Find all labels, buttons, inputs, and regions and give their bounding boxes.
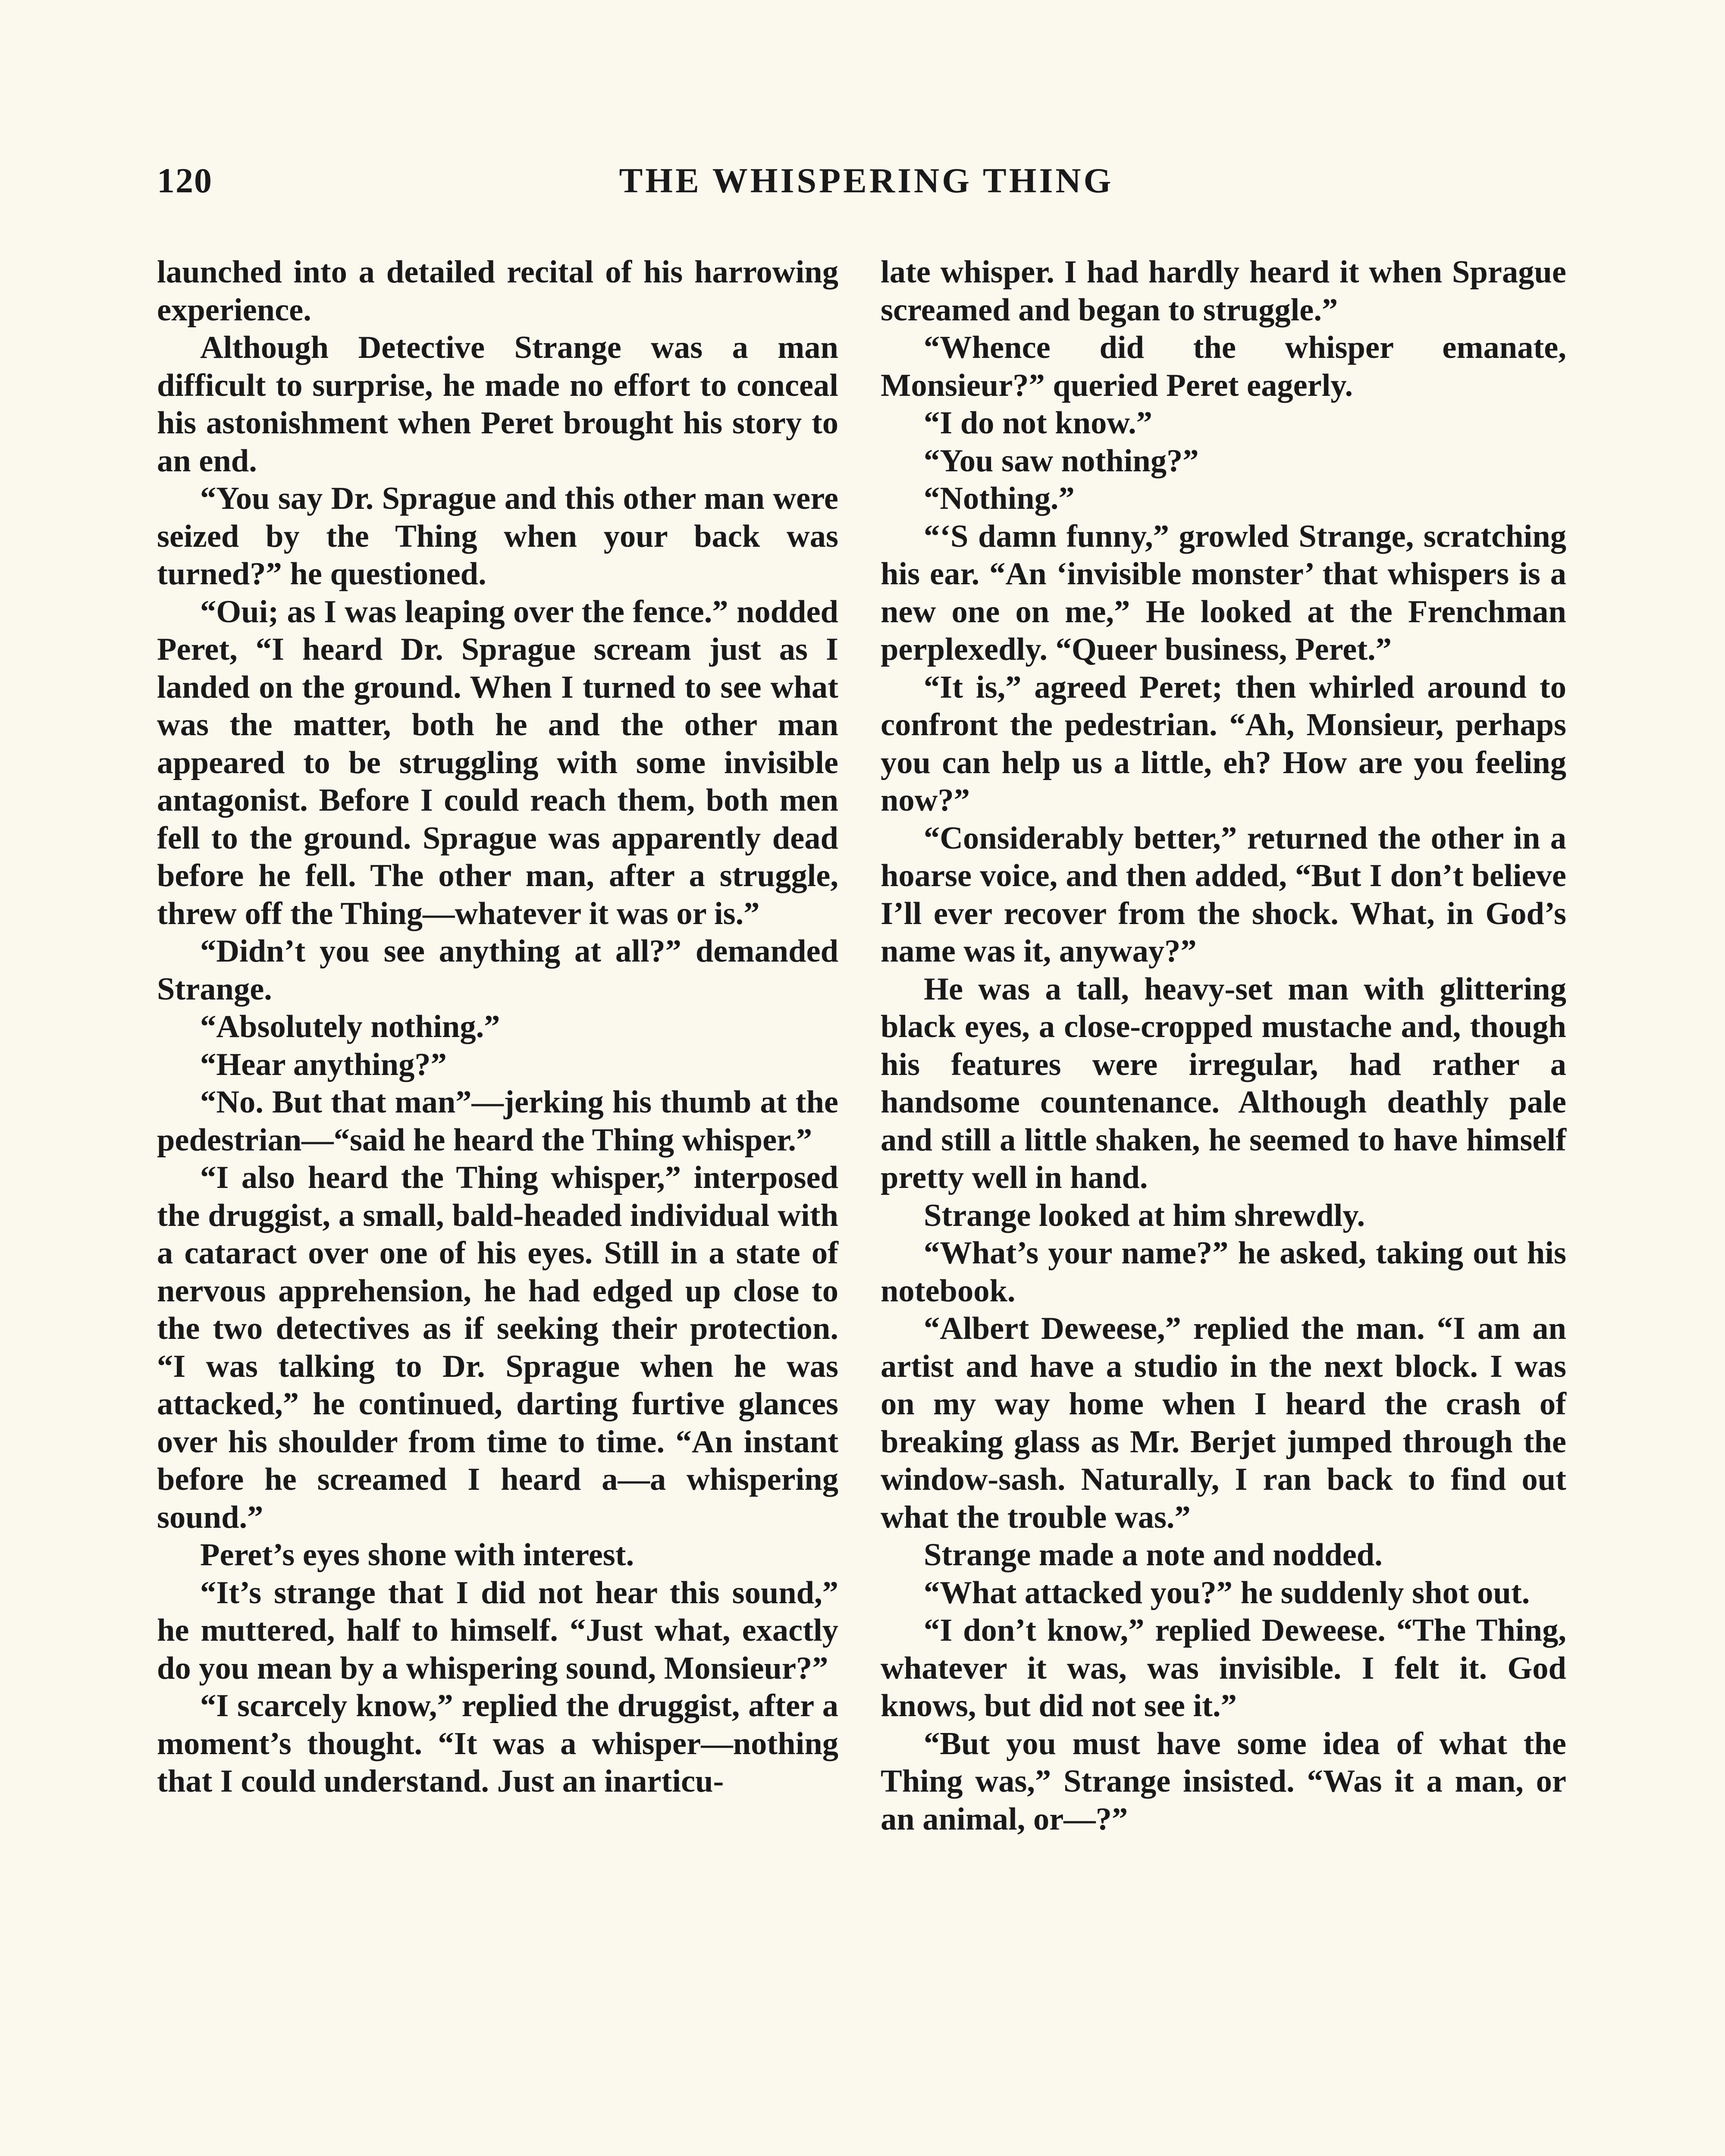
page-header xyxy=(157,160,1576,221)
paragraph: late whisper. I had hardly heard it when Sprague screamed and began to struggle.” xyxy=(881,254,1566,328)
paragraph: “You saw nothing?” xyxy=(924,443,1199,479)
paragraph: Strange looked at him shrewdly. xyxy=(924,1197,1365,1233)
paragraph: “I scarcely know,” replied the druggist, after a moment’s thought. “It was a whisper—nothing that I could understand. Just an inarticu- xyxy=(157,1688,838,1799)
paragraph: Peret’s eyes shone with interest. xyxy=(200,1537,634,1573)
paragraph: “Whence did the whisper emanate, Monsieur?” queried Peret eagerly. xyxy=(881,330,1566,403)
paragraph: “I also heard the Thing whisper,” interposed the druggist, a small, bald-headed individual with a cataract over one of his eyes. Still in a state of nervous apprehension, he had edged up close to the two detectives as if seeking their protection. “I was talking to Dr. Sprague when he was attacked,” he continued, darting furtive glances over his shoulder from time to time. “An instant before he screamed I heard a—a whispering sound.” xyxy=(157,1160,838,1535)
paragraph: “Oui; as I was leaping over the fence.” nodded Peret, “I heard Dr. Sprague scream just as I landed on the ground. When I turned to see what was the matter, both he and the other man appeared to be struggling with some invisible antagonist. Before I could reach them, both men fell to the ground. Sprague was apparently dead before he fell. The other man, after a struggle, threw off the Thing—whatever it was or is.” xyxy=(157,594,838,931)
paragraph: “No. But that man”—jerking his thumb at the pedestrian—“said he heard the Thing whisper.” xyxy=(157,1084,838,1158)
paragraph: “I do not know.” xyxy=(924,405,1152,441)
running-title: THE WHISPERING THING xyxy=(619,161,1114,200)
paragraph: “I don’t know,” replied Deweese. “The Thing, whatever it was, was invisible. I felt it. God knows, but did not see it.” xyxy=(881,1613,1566,1724)
paragraph: launched into a detailed recital of his harrowing experience. xyxy=(157,254,838,328)
paragraph: “But you must have some idea of what the Thing was,” Strange insisted. “Was it a man, or an animal, or—?” xyxy=(881,1726,1566,1837)
left-text-column xyxy=(157,254,838,1801)
paragraph: “It is,” agreed Peret; then whirled around to confront the pedestrian. “Ah, Monsieur, perhaps you can help us a little, eh? How are you feeling now?” xyxy=(881,669,1566,818)
paragraph: “‘S damn funny,” growled Strange, scratching his ear. “An ‘invisible monster’ that whispers is a new one on me,” He looked at the Frenchman perplexedly. “Queer business, Peret.” xyxy=(881,518,1566,667)
paragraph: “Absolutely nothing.” xyxy=(200,1009,500,1044)
paragraph: He was a tall, heavy-set man with glittering black eyes, a close-cropped mustache and, though his features were irregular, had rather a handsome countenance. Although deathly pale and still a little shaken, he seemed to have himself pretty well in hand. xyxy=(881,971,1566,1195)
paragraph: Strange made a note and nodded. xyxy=(924,1537,1383,1573)
page-number: 120 xyxy=(157,161,213,200)
paragraph: Although Detective Strange was a man difficult to surprise, he made no effort to conceal his astonishment when Peret brought his story to an end. xyxy=(157,330,838,479)
right-text-column xyxy=(881,254,1566,1838)
paragraph: “Nothing.” xyxy=(924,481,1075,516)
paragraph: “Didn’t you see anything at all?” demanded Strange. xyxy=(157,934,838,1007)
paragraph: “What attacked you?” he suddenly shot out. xyxy=(924,1575,1530,1611)
paragraph: “It’s strange that I did not hear this sound,” he muttered, half to himself. “Just what, exactly do you mean by a whispering sound, Monsieur?” xyxy=(157,1575,838,1686)
paragraph: “You say Dr. Sprague and this other man were seized by the Thing when your back was turned?” he questioned. xyxy=(157,481,838,592)
paragraph: “Hear anything?” xyxy=(200,1047,447,1082)
paragraph: “Considerably better,” returned the other in a hoarse voice, and then added, “But I don’t believe I’ll ever recover from the shock. What, in God’s name was it, anyway?” xyxy=(881,820,1566,969)
paragraph: “Albert Deweese,” replied the man. “I am an artist and have a studio in the next block. I was on my way home when I heard the crash of breaking glass as Mr. Berjet jumped through the window-sash. Naturally, I ran back to find out what the trouble was.” xyxy=(881,1311,1566,1535)
paragraph: “What’s your name?” he asked, taking out his notebook. xyxy=(881,1235,1566,1309)
